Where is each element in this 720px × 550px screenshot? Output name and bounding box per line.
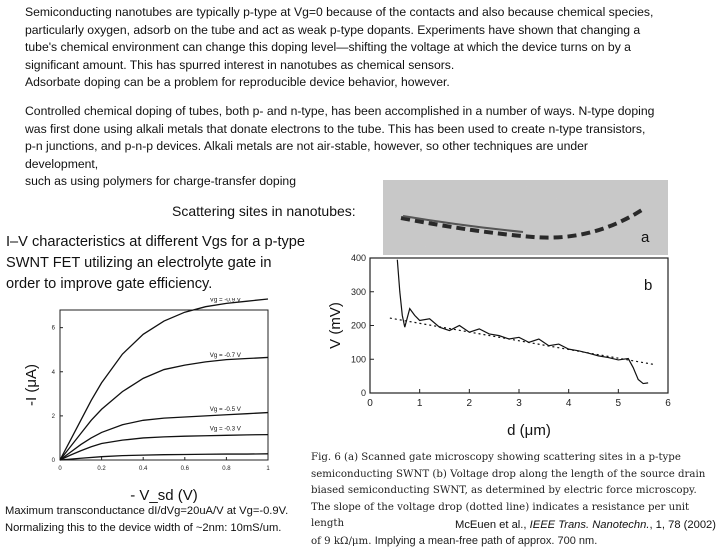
doping-line: such as using polymers for charge-transfer doping [25, 173, 697, 191]
voltage-drop-chart [318, 250, 703, 445]
iv-y-tick-label: 6 [52, 326, 56, 332]
citation-journal: IEEE Trans. Nanotechn. [530, 519, 650, 531]
scattering-heading: Scattering sites in nanotubes: [172, 203, 356, 219]
iv-y-tick-label: 2 [52, 414, 56, 420]
iv-y-tick-label: 0 [52, 458, 56, 464]
caption-mean-free-path: Implying a mean-free path of approx. 700 nm. [375, 535, 598, 547]
v-y-axis-label: V (mV) [327, 302, 344, 349]
iv-y-tick-label: 4 [52, 370, 56, 376]
v-y-tick-label: 0 [361, 388, 366, 398]
iv-y-axis-label: -I (μA) [23, 364, 40, 406]
iv-x-axis-label: - V_sd (V) [130, 487, 198, 504]
panel-b-label: b [644, 277, 652, 294]
voltage-curve [397, 260, 648, 384]
iv-x-tick-label: 0.6 [181, 466, 190, 472]
caption-line: semiconducting SWNT (b) Voltage drop along the length of the source drain [311, 467, 711, 484]
iv-x-tick-label: 0.8 [222, 466, 231, 472]
doping-line: was first done using alkali metals that donate electrons to the tube. This has been used to create n-type transistors, [25, 121, 697, 139]
doping-line: Controlled chemical doping of tubes, both p- and n-type, has been accomplished in a number of ways. N-type doping [25, 103, 697, 121]
intro-line: significant amount. This has spurred interest in nanotubes as chemical sensors. [25, 57, 697, 75]
transconductance-note [5, 503, 288, 537]
iv-curve-label: Vg = -0.5 V [210, 406, 242, 413]
intro-paragraph [25, 4, 697, 92]
v-y-tick-label: 400 [351, 253, 366, 263]
iv-curve-label: Vg = -0.3 V [210, 426, 242, 433]
iv-caption: I–V characteristics at different Vgs for a p-type SWNT FET utilizing an electrolyte gate in order to improve gate efficiency. [6, 232, 306, 295]
iv-curve-label: Vg = -0.7 V [210, 352, 242, 359]
iv-x-tick-label: 1 [266, 466, 270, 472]
iv-chart [0, 298, 290, 508]
citation-authors: McEuen et al., [455, 519, 527, 531]
v-x-axis-label: d (μm) [507, 422, 551, 439]
iv-curve [60, 299, 268, 460]
intro-line: particularly oxygen, adsorb on the tube and act as weak p-type dopants. Experiments have shown that changing a [25, 22, 697, 40]
v-x-tick-label: 5 [616, 398, 622, 409]
caption-resistance: of 9 kΩ/μm. [311, 536, 371, 547]
v-x-tick-label: 1 [417, 398, 423, 409]
iv-x-tick-label: 0 [58, 466, 62, 472]
caption-line: The slope of the voltage drop (dotted line) indicates a resistance per unit length [311, 500, 711, 533]
v-x-tick-label: 3 [516, 398, 522, 409]
intro-line: Semiconducting nanotubes are typically p-type at Vg=0 because of the contacts and also because chemical species, [25, 4, 697, 22]
doping-line: p-n junctions, and p-n-p devices. Alkali metals are not air-stable, however, so other techniques are under [25, 138, 697, 156]
v-x-tick-label: 6 [665, 398, 671, 409]
iv-curve [60, 454, 268, 460]
citation-details: , 1, 78 (2002) [649, 519, 716, 531]
figure-caption [311, 450, 711, 550]
normalization-line: Normalizing this to the device width of ~2nm: 10mS/um. [5, 520, 288, 537]
citation [455, 519, 716, 531]
doping-line: development, [25, 156, 697, 174]
transconductance-line: Maximum transconductance dI/dVg=20uA/V at Vg=-0.9V. [5, 503, 288, 520]
v-plot-frame [370, 258, 668, 393]
panel-a-label: a [641, 229, 650, 246]
v-y-tick-label: 100 [351, 354, 366, 364]
v-x-tick-label: 2 [467, 398, 473, 409]
intro-line: tube's chemical environment can change this doping level—shifting the voltage at which the device turns on by a [25, 39, 697, 57]
v-x-tick-label: 0 [367, 398, 373, 409]
v-y-tick-label: 200 [351, 321, 366, 331]
v-x-tick-label: 4 [566, 398, 572, 409]
sgm-image-panel [383, 180, 668, 255]
caption-line [311, 533, 711, 550]
iv-x-tick-label: 0.4 [139, 466, 148, 472]
v-y-tick-label: 300 [351, 287, 366, 297]
intro-line: Adsorbate doping can be a problem for reproducible device behavior, however. [25, 74, 697, 92]
caption-line: Fig. 6 (a) Scanned gate microscopy showing scattering sites in a p-type [311, 450, 711, 467]
doping-paragraph [25, 103, 697, 191]
iv-x-tick-label: 0.2 [97, 466, 106, 472]
linear-fit-line [390, 318, 653, 364]
iv-curve-label: Vg = -0.9 V [210, 298, 242, 304]
caption-line: biased semiconducting SWNT, as determined by electric force microscopy. [311, 483, 711, 500]
